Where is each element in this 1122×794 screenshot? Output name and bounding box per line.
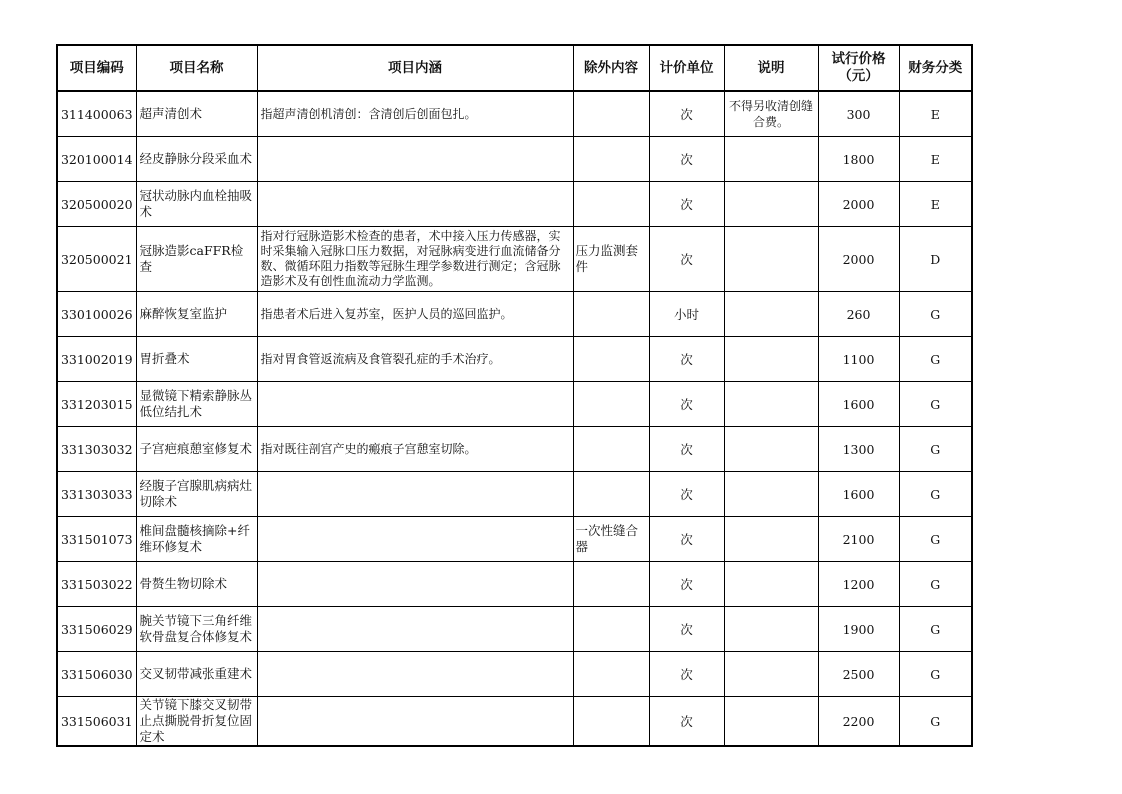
cell-content bbox=[257, 137, 573, 182]
cell-unit: 次 bbox=[649, 607, 724, 652]
cell-unit: 次 bbox=[649, 697, 724, 747]
cell-price: 2500 bbox=[818, 652, 899, 697]
table-row bbox=[57, 427, 972, 472]
cell-content-text: 指超声清创机清创：含清创后创面包扎。 bbox=[260, 106, 477, 121]
table-row bbox=[57, 91, 972, 137]
table-row bbox=[57, 517, 972, 562]
cell-name bbox=[136, 182, 257, 227]
cell-code: 330100026 bbox=[57, 292, 136, 337]
cell-code: 331506031 bbox=[57, 697, 136, 747]
cell-name bbox=[136, 137, 257, 182]
cell-price: 1200 bbox=[818, 562, 899, 607]
cell-category: G bbox=[899, 382, 972, 427]
cell-exclusions bbox=[573, 697, 649, 747]
price-table bbox=[56, 44, 973, 747]
cell-note bbox=[724, 427, 818, 472]
cell-name-text: 超声清创术 bbox=[139, 106, 203, 121]
cell-exclusions bbox=[573, 517, 649, 562]
cell-content bbox=[257, 292, 573, 337]
cell-note bbox=[724, 91, 818, 137]
cell-content bbox=[257, 91, 573, 137]
cell-name bbox=[136, 427, 257, 472]
cell-exclusions bbox=[573, 382, 649, 427]
cell-exclusions-text: 一次性缝合器 bbox=[575, 523, 639, 554]
cell-content-text: 指对行冠脉造影术检查的患者，术中接入压力传感器，实时采集输入冠脉口压力数据，对冠脉病变进行血流储备分数、微循环阻力指数等冠脉生理学参数进行测定；含冠脉造影术及有创性血流动力学监测。 bbox=[260, 229, 561, 288]
header-category: 财务分类 bbox=[899, 45, 972, 91]
cell-content bbox=[257, 427, 573, 472]
cell-note bbox=[724, 337, 818, 382]
cell-code: 331506030 bbox=[57, 652, 136, 697]
cell-code: 331203015 bbox=[57, 382, 136, 427]
cell-name-text: 椎间盘髓核摘除+纤维环修复术 bbox=[139, 523, 250, 554]
cell-price: 260 bbox=[818, 292, 899, 337]
header-note: 说明 bbox=[724, 45, 818, 91]
cell-note bbox=[724, 227, 818, 292]
table-row bbox=[57, 182, 972, 227]
cell-code: 331303032 bbox=[57, 427, 136, 472]
table-row bbox=[57, 337, 972, 382]
cell-category: G bbox=[899, 697, 972, 747]
cell-content bbox=[257, 562, 573, 607]
cell-name bbox=[136, 337, 257, 382]
cell-exclusions bbox=[573, 182, 649, 227]
cell-price: 1600 bbox=[818, 472, 899, 517]
cell-name bbox=[136, 697, 257, 747]
cell-category: G bbox=[899, 607, 972, 652]
cell-category: G bbox=[899, 427, 972, 472]
cell-price: 2200 bbox=[818, 697, 899, 747]
cell-name-text: 腕关节镜下三角纤维软骨盘复合体修复术 bbox=[139, 613, 253, 644]
cell-category: E bbox=[899, 182, 972, 227]
cell-category: G bbox=[899, 337, 972, 382]
cell-unit: 次 bbox=[649, 337, 724, 382]
cell-exclusions bbox=[573, 337, 649, 382]
cell-name bbox=[136, 652, 257, 697]
table-row bbox=[57, 697, 972, 747]
cell-exclusions bbox=[573, 472, 649, 517]
cell-category: G bbox=[899, 517, 972, 562]
cell-code: 320500021 bbox=[57, 227, 136, 292]
cell-name-text: 经皮静脉分段采血术 bbox=[139, 151, 253, 166]
cell-name-text: 关节镜下膝交叉韧带止点撕脱骨折复位固定术 bbox=[139, 697, 253, 744]
cell-unit: 次 bbox=[649, 382, 724, 427]
cell-note bbox=[724, 382, 818, 427]
cell-price: 1800 bbox=[818, 137, 899, 182]
cell-content-text: 指患者术后进入复苏室，医护人员的巡回监护。 bbox=[260, 306, 513, 321]
cell-unit: 次 bbox=[649, 227, 724, 292]
cell-name-text: 骨赘生物切除术 bbox=[139, 576, 228, 591]
cell-price: 1600 bbox=[818, 382, 899, 427]
cell-content bbox=[257, 227, 573, 292]
cell-code: 331506029 bbox=[57, 607, 136, 652]
cell-exclusions bbox=[573, 427, 649, 472]
cell-code: 320500020 bbox=[57, 182, 136, 227]
cell-note-text: 不得另收清创缝合费。 bbox=[728, 99, 813, 129]
cell-content bbox=[257, 382, 573, 427]
cell-exclusions bbox=[573, 607, 649, 652]
table-row bbox=[57, 227, 972, 292]
cell-content bbox=[257, 182, 573, 227]
cell-name-text: 冠状动脉内血栓抽吸术 bbox=[139, 188, 253, 219]
cell-price: 2000 bbox=[818, 182, 899, 227]
cell-name-text: 交叉韧带减张重建术 bbox=[139, 666, 253, 681]
header-price: 试行价格（元） bbox=[818, 45, 899, 91]
cell-name-text: 胃折叠术 bbox=[139, 351, 190, 366]
cell-content bbox=[257, 652, 573, 697]
cell-note bbox=[724, 517, 818, 562]
cell-name bbox=[136, 562, 257, 607]
header-content: 项目内涵 bbox=[257, 45, 573, 91]
cell-name bbox=[136, 382, 257, 427]
header-code: 项目编码 bbox=[57, 45, 136, 91]
cell-exclusions bbox=[573, 292, 649, 337]
cell-note bbox=[724, 472, 818, 517]
cell-content-text: 指对既往剖宫产史的瘢痕子宫憩室切除。 bbox=[260, 441, 477, 456]
cell-unit: 次 bbox=[649, 91, 724, 137]
cell-price: 2000 bbox=[818, 227, 899, 292]
cell-unit: 次 bbox=[649, 472, 724, 517]
cell-note bbox=[724, 697, 818, 747]
cell-name-text: 显微镜下精索静脉丛低位结扎术 bbox=[139, 388, 253, 419]
cell-name bbox=[136, 227, 257, 292]
cell-category: E bbox=[899, 91, 972, 137]
cell-unit: 次 bbox=[649, 137, 724, 182]
table-row bbox=[57, 472, 972, 517]
cell-content bbox=[257, 517, 573, 562]
cell-category: G bbox=[899, 652, 972, 697]
cell-code: 320100014 bbox=[57, 137, 136, 182]
cell-code: 311400063 bbox=[57, 91, 136, 137]
cell-unit: 次 bbox=[649, 562, 724, 607]
cell-code: 331501073 bbox=[57, 517, 136, 562]
cell-unit: 次 bbox=[649, 652, 724, 697]
cell-name bbox=[136, 91, 257, 137]
cell-exclusions bbox=[573, 227, 649, 292]
cell-price: 2100 bbox=[818, 517, 899, 562]
cell-note bbox=[724, 182, 818, 227]
table-row bbox=[57, 292, 972, 337]
table-row bbox=[57, 652, 972, 697]
header-row bbox=[57, 45, 972, 91]
cell-content bbox=[257, 337, 573, 382]
cell-exclusions bbox=[573, 652, 649, 697]
cell-name-text: 经腹子宫腺肌病病灶切除术 bbox=[139, 478, 253, 509]
cell-category: G bbox=[899, 472, 972, 517]
table-row bbox=[57, 382, 972, 427]
cell-name-text: 麻醉恢复室监护 bbox=[139, 306, 228, 321]
cell-unit: 次 bbox=[649, 517, 724, 562]
cell-category: G bbox=[899, 292, 972, 337]
cell-price: 1300 bbox=[818, 427, 899, 472]
cell-unit: 次 bbox=[649, 182, 724, 227]
table-row bbox=[57, 137, 972, 182]
cell-price: 300 bbox=[818, 91, 899, 137]
cell-category: G bbox=[899, 562, 972, 607]
cell-note bbox=[724, 562, 818, 607]
cell-price: 1900 bbox=[818, 607, 899, 652]
cell-code: 331503022 bbox=[57, 562, 136, 607]
cell-note bbox=[724, 607, 818, 652]
cell-code: 331303033 bbox=[57, 472, 136, 517]
cell-exclusions-text: 压力监测套件 bbox=[575, 243, 639, 274]
header-exclusions: 除外内容 bbox=[573, 45, 649, 91]
cell-exclusions bbox=[573, 91, 649, 137]
cell-content bbox=[257, 607, 573, 652]
cell-content bbox=[257, 472, 573, 517]
cell-category: E bbox=[899, 137, 972, 182]
header-name: 项目名称 bbox=[136, 45, 257, 91]
cell-unit: 次 bbox=[649, 427, 724, 472]
cell-content-text: 指对胃食管返流病及食管裂孔症的手术治疗。 bbox=[260, 351, 501, 366]
table-row bbox=[57, 562, 972, 607]
cell-content bbox=[257, 697, 573, 747]
cell-price: 1100 bbox=[818, 337, 899, 382]
cell-name bbox=[136, 607, 257, 652]
cell-category: D bbox=[899, 227, 972, 292]
cell-note bbox=[724, 652, 818, 697]
header-unit: 计价单位 bbox=[649, 45, 724, 91]
table-row bbox=[57, 607, 972, 652]
cell-name-text: 冠脉造影caFFR检查 bbox=[139, 243, 244, 274]
cell-unit: 小时 bbox=[649, 292, 724, 337]
cell-note bbox=[724, 292, 818, 337]
table-body bbox=[57, 91, 972, 746]
cell-exclusions bbox=[573, 137, 649, 182]
cell-note bbox=[724, 137, 818, 182]
cell-code: 331002019 bbox=[57, 337, 136, 382]
cell-exclusions bbox=[573, 562, 649, 607]
cell-name bbox=[136, 292, 257, 337]
cell-name bbox=[136, 472, 257, 517]
cell-name bbox=[136, 517, 257, 562]
cell-name-text: 子宫疤痕憩室修复术 bbox=[139, 441, 253, 456]
